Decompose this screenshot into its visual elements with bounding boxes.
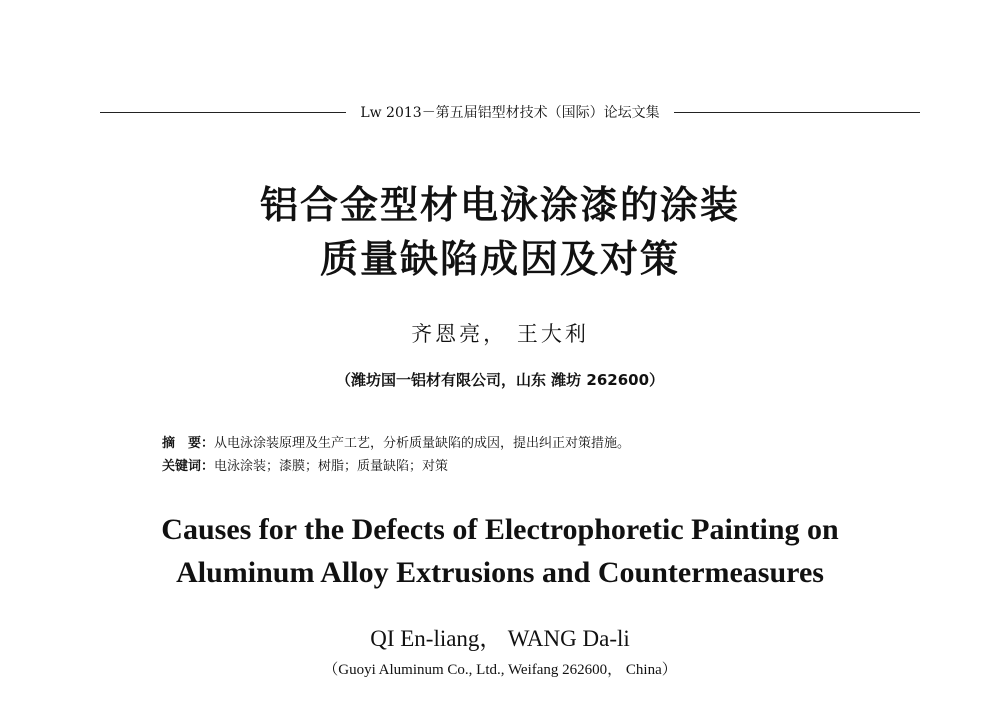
running-header: [100, 98, 920, 126]
chinese-affiliation: （潍坊国一铝材有限公司，山东 潍坊 262600）: [335, 371, 665, 389]
abstract: [162, 435, 630, 453]
english-title-line-1: Causes for the Defects of Electrophoretic Painting on: [161, 513, 839, 546]
keywords-text: 电泳涂装；漆膜；树脂；质量缺陷；对策: [214, 459, 449, 474]
header-rule-left: [100, 112, 346, 113]
english-authors: QI En-liang， WANG Da-li: [370, 626, 630, 651]
abstract-label: 摘 要：: [162, 436, 215, 451]
english-affiliation: （Guoyi Aluminum Co., Ltd., Weifang 262600， China）: [323, 662, 677, 678]
keywords-label: 关键词：: [162, 459, 215, 474]
chinese-title-line-2: 质量缺陷成因及对策: [319, 236, 680, 281]
chinese-title-line-1: 铝合金型材电泳涂漆的涂装: [259, 182, 740, 227]
keywords: [162, 458, 448, 476]
chinese-authors: 齐恩亮， 王大利: [411, 322, 589, 346]
english-title-line-2: Aluminum Alloy Extrusions and Countermeasures: [176, 556, 824, 589]
header-text: Lw 2013－第五届铝型材技术（国际）论坛文集: [360, 105, 660, 121]
abstract-text: 从电泳涂装原理及生产工艺，分析质量缺陷的成因，提出纠正对策措施。: [214, 436, 631, 451]
header-rule-right: [674, 112, 920, 113]
